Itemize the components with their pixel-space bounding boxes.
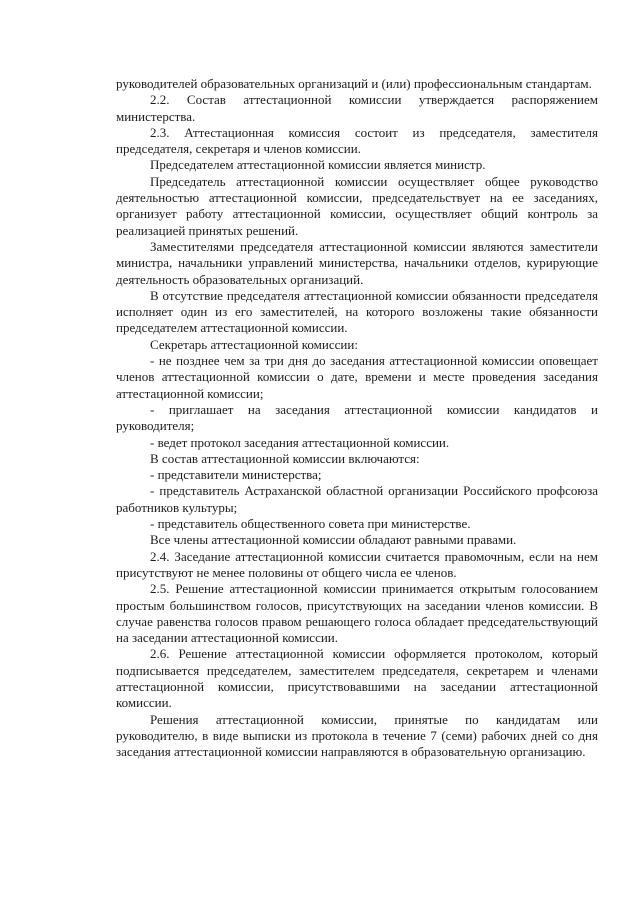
paragraph-2-6: 2.6. Решение аттестационной комиссии оформляется протоколом, который подписывается председателем, заместителем председателя, секретарем и членами аттестационной комиссии, присутствовавшими на заседании аттестационной комиссии. xyxy=(116,646,598,711)
list-item-notify: - не позднее чем за три дня до заседания аттестационной комиссии оповещает членов аттестационной комиссии о дате, времени и месте проведения заседания аттестационной комиссии; xyxy=(116,353,598,401)
paragraph-deputies: Заместителями председателя аттестационной комиссии являются заместители министра, начальники управлений министерства, начальники отделов, курирующие деятельность образовательных организаций. xyxy=(116,238,598,287)
list-item-council-rep: - представитель общественного совета при министерстве. xyxy=(150,516,471,532)
list-item-union-rep: - представитель Астраханской областной организации Российского профсоюза работников культуры; xyxy=(116,483,598,515)
paragraph-absence: В отсутствие председателя аттестационной комиссии обязанности председателя исполняет один из его заместителей, на которого возложены такие обязанности председателем аттестационной комиссии. xyxy=(116,287,598,336)
paragraph-chairman: Председателем аттестационной комиссии является министр. xyxy=(150,157,486,173)
paragraph-2-4: 2.4. Заседание аттестационной комиссии считается правомочным, если на нем присутствуют не менее половины от общего числа ее членов. xyxy=(116,548,598,580)
paragraph-secretary: Секретарь аттестационной комиссии: xyxy=(150,336,358,352)
paragraph-2-5: 2.5. Решение аттестационной комиссии принимается открытым голосованием простым большинством голосов, присутствующих на заседании членов комиссии. В случае равенства голосов правом решающего голоса обладает председательствующий на заседании аттестационной комиссии. xyxy=(116,581,598,646)
paragraph-2-3: 2.3. Аттестационная комиссия состоит из председателя, заместителя председателя, секретаря и членов комиссии. xyxy=(116,124,598,157)
document-body xyxy=(116,76,598,760)
paragraph-decisions: Решения аттестационной комиссии, принятые по кандидатам или руководителю, в виде выписки из протокола в течение 7 (семи) рабочих дней со дня заседания аттестационной комиссии направляются в образовательную организацию. xyxy=(116,711,598,760)
list-item-protocol: - ведет протокол заседания аттестационной комиссии. xyxy=(150,434,450,450)
paragraph-equal-rights: Все члены аттестационной комиссии обладают равными правами. xyxy=(150,532,517,548)
paragraph-continuation: руководителей образовательных организаций и (или) профессиональным стандартам. xyxy=(116,76,592,91)
list-item-ministry-reps: - представители министерства; xyxy=(150,467,322,483)
paragraph-composition: В состав аттестационной комиссии включаются: xyxy=(150,450,420,466)
paragraph-2-2: 2.2. Состав аттестационной комиссии утверждается распоряжением министерства. xyxy=(116,92,598,124)
list-item-invite: - приглашает на заседания аттестационной комиссии кандидатов и руководителя; xyxy=(116,401,598,434)
paragraph-chairman-duties: Председатель аттестационной комиссии осуществляет общее руководство деятельностью аттестационной комиссии, председательствует на ее заседаниях, организует работу аттестационной комиссии, осуществляет общий контроль за реализацией принятых решений. xyxy=(116,173,598,238)
